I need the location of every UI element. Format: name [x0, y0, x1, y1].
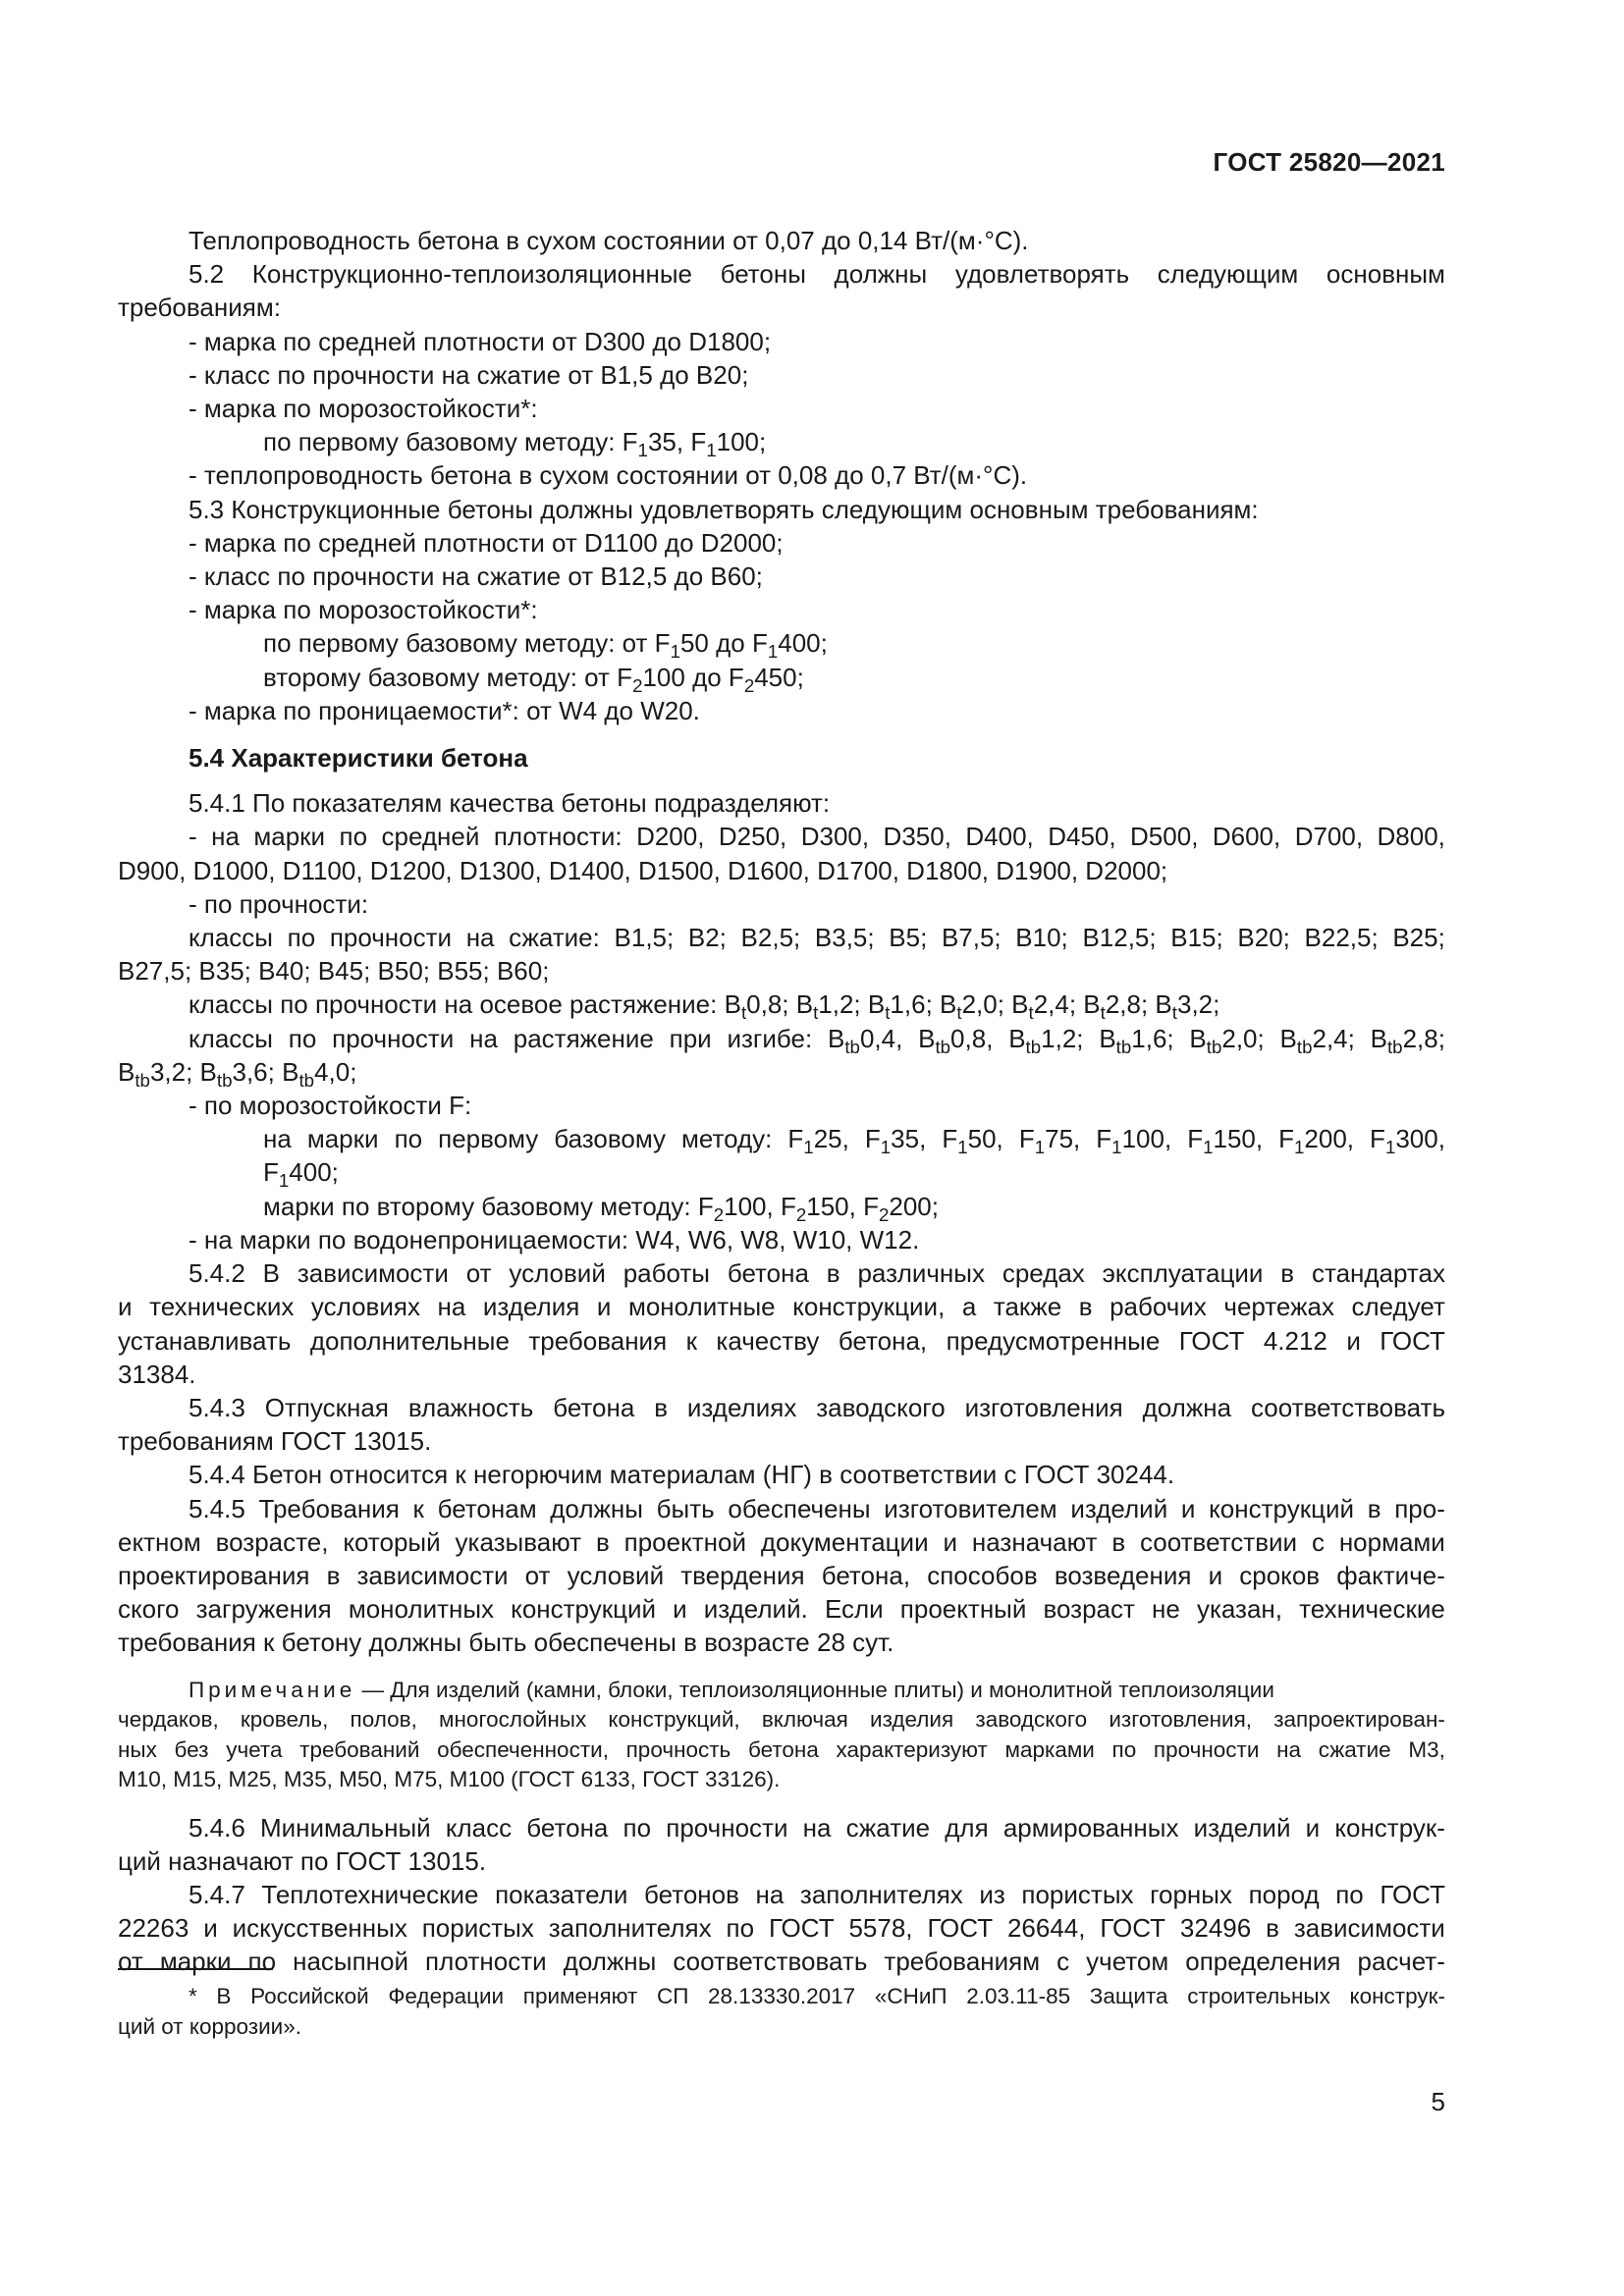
footnote	[118, 1981, 1445, 2042]
para-line: требования к бетону должны быть обеспечены в возрасте 28 сут.	[118, 1628, 894, 1658]
list-item: - марка по морозостойкости*:	[189, 394, 538, 424]
list-item-cont: $В_{tb}3,2$; $В_{tb}3,6$; $В_{tb}4,0$;	[118, 1056, 357, 1091]
list-subitem: на марки по первому базовому методу: $F_125$, $F_135$, $F_150$, $F_175$, $F_1100$, $F_1150$, $F_1200$, $F_1300$,	[263, 1124, 1445, 1158]
footnote-line: * В Российской Федерации применяют СП 28.13330.2017 «СНиП 2.03.11-85 Защита строительных конструк-	[189, 1984, 1445, 2008]
para-line: ского загружения монолитных конструкций и изделий. Если проектный возраст не указан, технические	[118, 1594, 1445, 1625]
footnote-divider	[118, 1968, 273, 1970]
para-line: от марки по насыпной плотности должны соответствовать требованиям с учетом определения расчет-	[118, 1947, 1445, 1977]
list-item: - марка по средней плотности от D300 до D1800;	[189, 326, 772, 356]
para-line: 31384.	[118, 1359, 196, 1389]
para-line: требованиям ГОСТ 13015.	[118, 1426, 432, 1457]
para-line: 5.4.3 Отпускная влажность бетона в изделиях заводского изготовления должна соответствовать	[189, 1392, 1445, 1422]
para-line: 5.2 Конструкционно-теплоизоляционные бетоны должны удовлетворять следующим основным	[189, 259, 1445, 290]
section-heading: 5.4 Характеристики бетона	[189, 743, 528, 774]
list-item: - класс по прочности на сжатие от В12,5 до В60;	[189, 561, 763, 592]
list-item: классы по прочности на сжатие: В1,5; В2; В2,5; В3,5; В5; В7,5; В10; В12,5; В15; В20; В22,5; В25;	[189, 923, 1445, 953]
list-subitem: марки по второму базовому методу: $F_2100$, $F_2150$, $F_2200$;	[263, 1191, 939, 1225]
para-line: устанавливать дополнительные требования к качеству бетона, предусмотренные ГОСТ 4.212 и ГОСТ	[118, 1325, 1445, 1356]
list-subitem: по первому базовому методу: $F_135$, $F_1100$;	[263, 427, 767, 461]
list-subitem: второму базовому методу: от $F_2100$ до $F_2450$;	[263, 662, 804, 696]
note-block	[118, 1676, 1445, 1795]
para-line: Теплопроводность бетона в сухом состоянии от 0,07 до 0,14 Вт/(м·°С).	[189, 226, 1029, 255]
page-number: 5	[1431, 2087, 1445, 2116]
note-line: чердаков, кровель, полов, многослойных конструкций, включая изделия заводского изготовления, запроектирован-	[118, 1707, 1445, 1733]
list-item: - марка по морозостойкости*:	[189, 595, 538, 625]
para-line: 5.4.4 Бетон относится к негорючим материалам (НГ) в соответствии с ГОСТ 30244.	[189, 1460, 1175, 1490]
note-label: Примечание	[189, 1677, 356, 1702]
para-line: 22263 и искусственных пористых заполнителях по ГОСТ 5578, ГОСТ 26644, ГОСТ 32496 в зависимости	[118, 1913, 1445, 1944]
para-line: ектном возрасте, который указывают в проектной документации и назначают в соответствии с нормами	[118, 1526, 1445, 1557]
list-item: - марка по проницаемости*: от W4 до W20.	[189, 695, 700, 725]
para-line: 5.4.2 В зависимости от условий работы бетона в различных средах эксплуатации в стандартах	[189, 1258, 1445, 1289]
para-line: ций назначают по ГОСТ 13015.	[118, 1845, 487, 1876]
list-item: - по морозостойкости F:	[189, 1091, 472, 1121]
list-item-cont: В27,5; В35; В40; В45; В50; В55; В60;	[118, 956, 550, 987]
para-line: 5.4.7 Теплотехнические показатели бетонов на заполнителях из пористых горных пород по ГОСТ	[189, 1879, 1445, 1909]
para-line: и технических условиях на изделия и монолитные конструкции, а также в рабочих чертежах следует	[118, 1292, 1445, 1322]
note-line: М10, М15, М25, М35, М50, М75, М100 (ГОСТ 6133, ГОСТ 33126).	[118, 1767, 781, 1792]
list-item: - теплопроводность бетона в сухом состоянии от 0,08 до 0,7 Вт/(м·°С).	[189, 460, 1028, 491]
para-line: 5.4.5 Требования к бетонам должны быть обеспечены изготовителем изделий и конструкций в про-	[189, 1493, 1445, 1523]
list-item: - на марки по водонепроницаемости: W4, W6, W8, W10, W12.	[189, 1224, 920, 1255]
list-item: - по прочности:	[189, 888, 369, 919]
para-line: требованиям:	[118, 293, 281, 323]
note-line: ных без учета требований обеспеченности, прочность бетона характеризуют марками по прочности на сжатие М3,	[118, 1736, 1445, 1762]
running-header: ГОСТ 25820—2021	[1213, 147, 1445, 177]
list-subitem-cont: $F_1400$;	[263, 1157, 339, 1192]
list-item: классы по прочности на растяжение при изгибе: $В_{tb}0,4$, $В_{tb}0,8$, $В_{tb}1,2$; $В_{tb}1,6$; $В_{tb}2,0$; $В_{tb}2,4$; $В_{tb}2,8$;	[189, 1023, 1445, 1057]
list-item: - класс по прочности на сжатие от В1,5 до В20;	[189, 359, 749, 390]
para-line: 5.4.6 Минимальный класс бетона по прочности на сжатие для армированных изделий и конструк-	[189, 1812, 1445, 1842]
body-text	[118, 224, 1445, 1979]
note-text: — Для изделий (камни, блоки, теплоизоляционные плиты) и монолитной теплоизоляции	[355, 1677, 1274, 1702]
para-line: проектирования в зависимости от условий твердения бетона, способов возведения и сроков фактиче-	[118, 1560, 1445, 1590]
list-subitem: по первому базовому методу: от $F_150$ до $F_1400$;	[263, 628, 828, 663]
list-item: классы по прочности на осевое растяжение: $В_t0,8$; $В_t1,2$; $В_t1,6$; $В_t2,0$; $В_t2,4$; $В_t2,8$; $В_t3,2$;	[189, 989, 1220, 1024]
para-line: 5.4.1 По показателям качества бетоны подразделяют:	[189, 788, 831, 819]
list-item: - на марки по средней плотности: D200, D250, D300, D350, D400, D450, D500, D600, D700, D800,	[189, 822, 1445, 852]
list-item: - марка по средней плотности от D1100 до D2000;	[189, 527, 784, 558]
note-line	[118, 1676, 1445, 1706]
footnote-line: ций от коррозии».	[118, 2014, 301, 2039]
para-line: 5.3 Конструкционные бетоны должны удовлетворять следующим основным требованиям:	[189, 494, 1259, 524]
list-item-cont: D900, D1000, D1100, D1200, D1300, D1400, D1500, D1600, D1700, D1800, D1900, D2000;	[118, 855, 1168, 885]
